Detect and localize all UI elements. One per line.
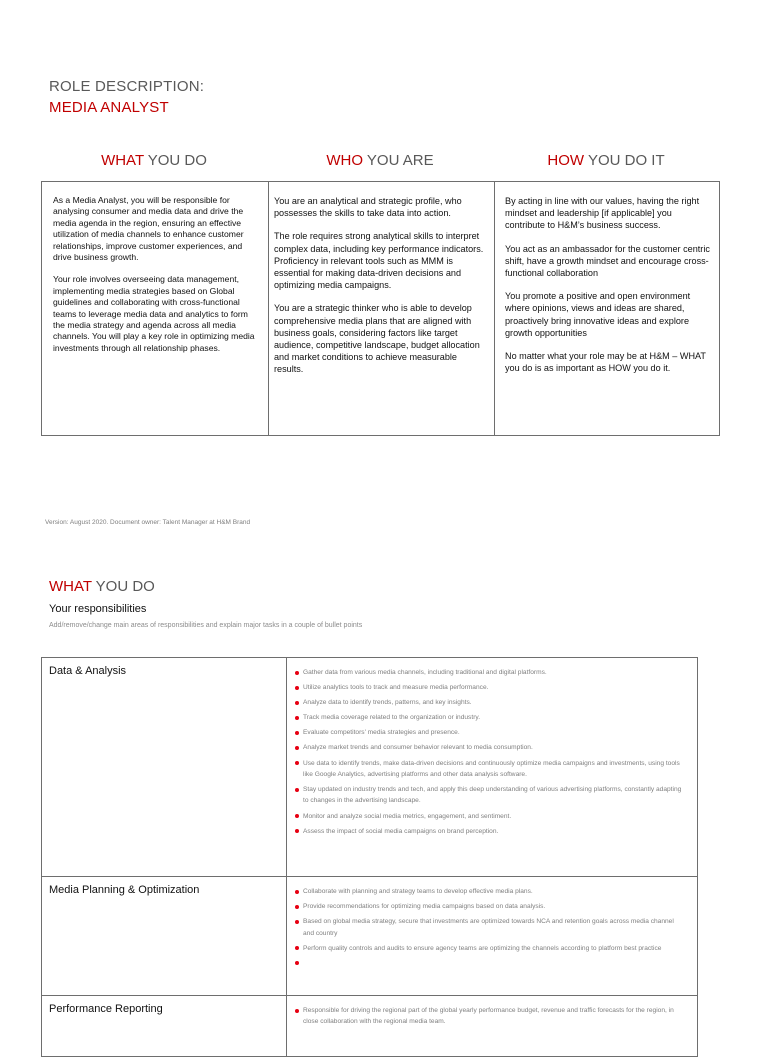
who-you-are-heading: WHO YOU ARE <box>326 152 434 169</box>
list-item: Provide recommendations for optimizing media campaigns based on data analysis. <box>295 901 683 912</box>
list-item: Responsible for driving the regional part of the global yearly performance budget, revenue and traffic forecasts for the region, in close collaboration with the regional media team. <box>295 1005 683 1028</box>
paragraph: You are a strategic thinker who is able to develop comprehensive media plans that are aligned with business goals, considering factors like target audience, competitive landscape, budget allocation and market conditions to achieve measurable results. <box>274 303 480 375</box>
paragraph: As a Media Analyst, you will be responsible for analysing consumer and media data and drive the media agenda in the region, ensuring an effective utilization of media channels to enhance customer relationships, improve customer experiences, and drive business growth. <box>53 195 244 263</box>
list-item: Gather data from various media channels, including traditional and digital platforms. <box>295 667 683 678</box>
table-row <box>42 877 697 996</box>
responsibilities-hint: Add/remove/change main areas of responsibilities and explain major tasks in a couple of bullet points <box>49 622 363 629</box>
list-item: Analyze market trends and consumer behavior relevant to media consumption. <box>295 742 683 753</box>
list-item <box>295 958 683 969</box>
list-item: Stay updated on industry trends and tech, and apply this deep understanding of various advertising platforms, constantly adapting to changes in the advertising landscape. <box>295 784 683 807</box>
what-you-do-cell <box>42 182 268 435</box>
paragraph: By acting in line with our values, having the right mindset and leadership [if applicable] you contribute to H&M’s business success. <box>505 196 700 231</box>
paragraph: You promote a positive and open environment where opinions, views and ideas are shared, proactively bring innovative ideas and explore growth opportunities <box>505 291 691 338</box>
paragraph: Your role involves overseeing data management, implementing media strategies based on Global guidelines and collaborating with cross-functional teams to leverage media data and analytics to form the media strategy and agenda across all media channels. You will play a key role in optimizing media investments through all relationship phases. <box>53 274 255 353</box>
bullet-list <box>287 877 697 995</box>
responsibilities-table <box>41 657 698 1057</box>
list-item: Monitor and analyze social media metrics, engagement, and sentiment. <box>295 811 683 822</box>
role-summary-table <box>41 181 720 436</box>
area-label: Data & Analysis <box>42 658 287 876</box>
list-item: Evaluate competitors' media strategies and presence. <box>295 727 683 738</box>
role-description-label: ROLE DESCRIPTION: <box>49 78 205 95</box>
list-item: Collaborate with planning and strategy teams to develop effective media plans. <box>295 886 683 897</box>
list-item: Analyze data to identify trends, patterns, and key insights. <box>295 697 683 708</box>
paragraph: The role requires strong analytical skills to interpret complex data, including key performance indicators. Proficiency in relevant tools such as MMM is essential for making data-driven decisions and optimizing media campaigns. <box>274 231 484 291</box>
list-item: Track media coverage related to the organization or industry. <box>295 712 683 723</box>
how-you-do-it-heading: HOW YOU DO IT <box>547 152 665 169</box>
section-title: WHAT YOU DO <box>49 578 155 595</box>
bullet-list <box>287 658 697 876</box>
list-item: Use data to identify trends, make data-driven decisions and continuously optimize media campaigns and investments, using tools like Google Analytics, advertising platforms and other data analysis software. <box>295 758 683 781</box>
how-you-do-it-cell <box>494 182 719 435</box>
who-you-are-cell <box>268 182 494 435</box>
list-item: Utilize analytics tools to track and measure media performance. <box>295 682 683 693</box>
paragraph: You act as an ambassador for the customer centric shift, have a growth mindset and encourage cross-functional collaboration <box>505 243 710 279</box>
area-label: Performance Reporting <box>42 996 287 1056</box>
role-title: MEDIA ANALYST <box>49 99 169 116</box>
what-you-do-heading: WHAT YOU DO <box>101 152 207 169</box>
table-row <box>42 996 697 1057</box>
bullet-list <box>287 996 697 1056</box>
paragraph: No matter what your role may be at H&M – WHAT you do is as important as HOW you do it. <box>505 351 706 374</box>
paragraph: You are an analytical and strategic profile, who possesses the skills to take data into action. <box>274 196 462 219</box>
list-item: Assess the impact of social media campaigns on brand perception. <box>295 826 683 837</box>
list-item: Based on global media strategy, secure that investments are optimized towards NCA and retention goals across media channel and country <box>295 916 683 939</box>
table-row <box>42 658 697 877</box>
area-label: Media Planning & Optimization <box>42 877 287 995</box>
list-item: Perform quality controls and audits to ensure agency teams are optimizing the channels according to platform best practice <box>295 943 683 954</box>
responsibilities-subtitle: Your responsibilities <box>49 603 147 615</box>
version-note: Version: August 2020. Document owner: Talent Manager at H&M Brand <box>45 519 251 526</box>
